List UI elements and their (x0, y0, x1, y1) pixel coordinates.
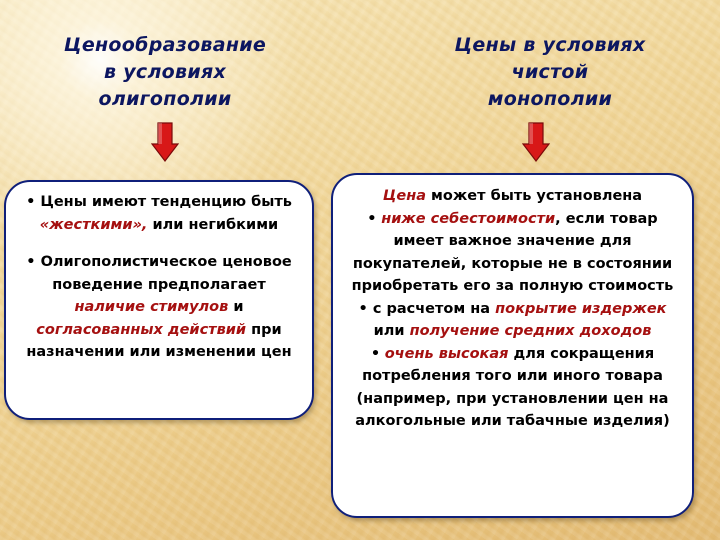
down-arrow-icon (522, 122, 550, 162)
monopoly-description-box (331, 173, 694, 518)
text: или (373, 323, 410, 339)
highlight-rigid: «жесткими», (39, 216, 148, 233)
text: и (228, 299, 244, 315)
text: Олигополистическое ценовое поведение предполагает (35, 254, 292, 293)
bullet: • (26, 194, 36, 210)
monopoly-heading-line1: Цены в условиях (454, 34, 646, 56)
monopoly-heading (420, 32, 680, 113)
monopoly-heading-line2: чистой (511, 61, 589, 83)
oligopoly-point-rigid-prices (16, 191, 302, 236)
oligopoly-heading-line3: олигополии (98, 88, 232, 110)
text: может быть установлена (426, 188, 643, 204)
highlight-price: Цена (382, 188, 426, 204)
oligopoly-heading-line1: Ценообразование (63, 34, 267, 56)
text: при назначении или изменении цен (26, 321, 292, 360)
bullet: • (370, 345, 381, 362)
text: для сокращения потребления того или иного товара (например, при установлении цен на алкогольные или табачные изделия) (355, 345, 670, 429)
highlight-coordinated: согласованных действий (36, 321, 247, 338)
bullet: • (26, 254, 36, 270)
down-arrow-icon (151, 122, 179, 162)
monopoly-intro (345, 185, 680, 208)
oligopoly-description-box (4, 180, 314, 420)
monopoly-point-cover-costs (345, 298, 680, 343)
bullet: • (367, 210, 377, 227)
bullet: • (358, 300, 368, 317)
highlight-incentives: наличие стимулов (74, 299, 229, 315)
text: , если товар имеет важное значение для покупателей, которые не в состоянии приобретать его за полную стоимость (351, 210, 674, 294)
text: или негибкими (147, 216, 279, 233)
highlight-below-cost: ниже себестоимости (381, 210, 556, 227)
oligopoly-point-behavior (16, 251, 302, 364)
monopoly-point-below-cost (345, 208, 680, 298)
highlight-very-high: очень высокая (384, 345, 509, 362)
text: с расчетом на (367, 300, 496, 317)
monopoly-point-very-high (345, 343, 680, 433)
highlight-cover-costs: покрытие издержек (495, 300, 667, 317)
oligopoly-heading (30, 32, 300, 113)
highlight-average-income: получение средних доходов (409, 323, 652, 339)
text: Цены имеют тенденцию быть (35, 194, 292, 210)
oligopoly-heading-line2: в условиях (103, 61, 227, 83)
monopoly-heading-line3: монополии (487, 88, 613, 110)
